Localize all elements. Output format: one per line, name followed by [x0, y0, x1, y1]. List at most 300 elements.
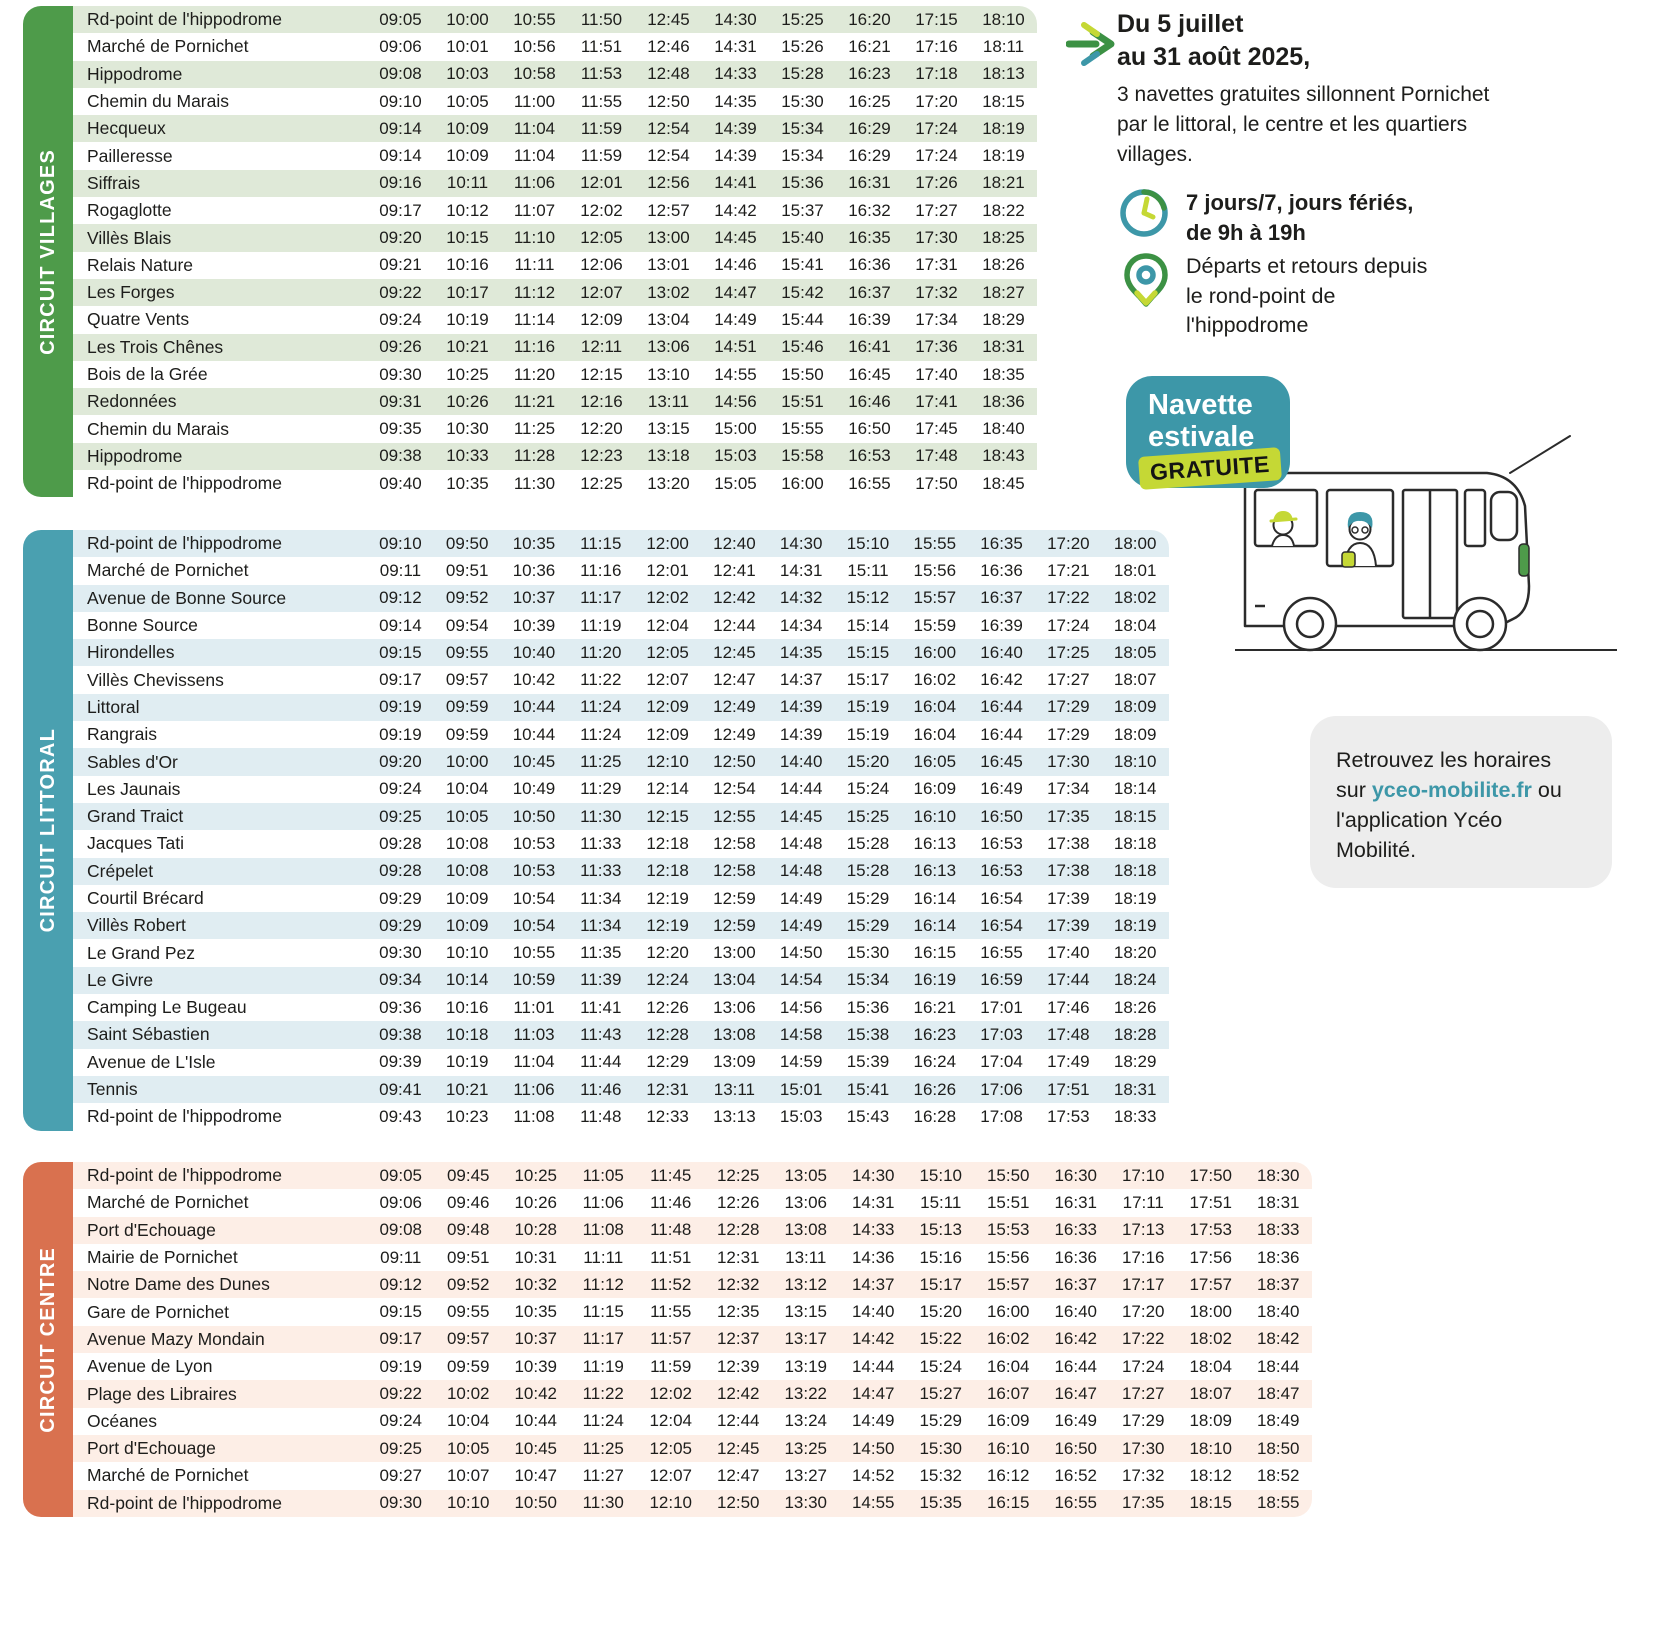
- departure-time: 14:40: [851, 1302, 895, 1322]
- departure-time: 18:50: [1256, 1438, 1300, 1458]
- departure-time: 18:37: [1256, 1274, 1300, 1294]
- departure-time: 18:28: [1113, 1024, 1157, 1044]
- departure-time: 13:11: [713, 1079, 756, 1099]
- departure-time: 18:09: [1113, 697, 1157, 717]
- departure-time: 15:11: [847, 560, 889, 580]
- departure-time: 15:36: [781, 173, 824, 193]
- departure-time: 17:48: [915, 446, 958, 466]
- departure-time: 09:05: [379, 9, 422, 29]
- departure-time: 17:27: [1121, 1384, 1165, 1404]
- departure-time: 12:04: [649, 1411, 693, 1431]
- departure-time: 18:26: [1113, 997, 1157, 1017]
- departure-time: 17:34: [1047, 779, 1090, 799]
- departure-time: 12:45: [716, 1438, 760, 1458]
- departure-time: 14:46: [714, 255, 757, 275]
- departure-time: 15:50: [781, 364, 824, 384]
- departure-time: 18:35: [982, 364, 1025, 384]
- departure-time: 09:17: [379, 1329, 423, 1349]
- departure-time: 15:10: [919, 1165, 963, 1185]
- departure-time: 12:42: [716, 1384, 760, 1404]
- departure-time: 15:58: [781, 446, 824, 466]
- stop-name: Port d'Echouage: [87, 1438, 216, 1459]
- departure-time: 17:04: [980, 1052, 1023, 1072]
- departure-time: 16:54: [980, 888, 1023, 908]
- departure-time: 09:19: [379, 724, 422, 744]
- departure-time: 12:24: [646, 970, 689, 990]
- departure-time: 18:21: [982, 173, 1025, 193]
- departure-time: 15:20: [919, 1302, 963, 1322]
- departure-time: 12:02: [580, 200, 623, 220]
- stop-name: Hirondelles: [87, 642, 175, 663]
- departure-time: 17:50: [915, 473, 958, 493]
- departure-time: 18:05: [1113, 642, 1157, 662]
- departure-time: 10:08: [445, 833, 489, 853]
- departure-time: 10:14: [445, 970, 489, 990]
- departure-time: 16:36: [1054, 1247, 1098, 1267]
- departure-time: 10:58: [513, 64, 556, 84]
- departure-time: 16:35: [848, 228, 891, 248]
- departure-time: 09:29: [379, 915, 422, 935]
- departure-time: 16:31: [1054, 1192, 1098, 1212]
- departure-time: 11:15: [580, 533, 622, 553]
- departure-time: 17:40: [1047, 943, 1090, 963]
- departure-time: 12:46: [647, 36, 690, 56]
- stop-name: Hecqueux: [87, 118, 166, 139]
- departure-time: 10:04: [445, 779, 489, 799]
- departure-time: 12:23: [580, 446, 623, 466]
- departure-time: 09:17: [379, 670, 422, 690]
- departure-time: 16:12: [986, 1465, 1030, 1485]
- timetable-row: [73, 557, 1169, 584]
- departure-time: 12:50: [647, 91, 690, 111]
- timetable-row: [73, 252, 1037, 279]
- timetable-row: [73, 748, 1169, 775]
- departure-time: 18:15: [982, 91, 1025, 111]
- timetable-row: [73, 1217, 1312, 1244]
- stop-name: Relais Nature: [87, 254, 194, 275]
- departure-time: 18:02: [1189, 1329, 1233, 1349]
- stop-name: Tennis: [87, 1079, 138, 1100]
- departure-time: 11:41: [580, 997, 622, 1017]
- departure-time: 16:28: [913, 1106, 957, 1126]
- departure-time: 16:04: [913, 697, 957, 717]
- departure-time: 16:50: [848, 419, 891, 439]
- departure-time: 12:15: [580, 364, 623, 384]
- free-badge: GRATUITE: [1138, 447, 1282, 490]
- departure-time: 16:37: [980, 588, 1023, 608]
- departure-time: 10:53: [512, 833, 556, 853]
- departure-time: 12:58: [713, 861, 756, 881]
- departure-time: 14:31: [779, 560, 823, 580]
- departure-time: 09:16: [379, 173, 422, 193]
- departure-time: 09:11: [380, 1247, 422, 1267]
- stop-name: Bois de la Grée: [87, 364, 208, 384]
- stop-name: Le Givre: [87, 969, 154, 990]
- timetable-row: [73, 1162, 1312, 1189]
- departure-time: 12:09: [646, 697, 689, 717]
- departure-time: 14:37: [779, 670, 823, 690]
- timetable-row: [73, 1244, 1312, 1271]
- departure-time: 16:45: [848, 364, 891, 384]
- departure-time: 15:27: [919, 1384, 963, 1404]
- departure-time: 12:57: [647, 200, 690, 220]
- departure-time: 15:16: [919, 1247, 963, 1267]
- departure-time: 18:33: [1256, 1220, 1300, 1240]
- departure-time: 15:46: [781, 337, 824, 357]
- departure-time: 11:16: [580, 560, 622, 580]
- departure-time: 14:58: [779, 1024, 823, 1044]
- departure-time: 09:22: [379, 282, 422, 302]
- date-range-heading: [1117, 8, 1310, 74]
- departure-time: 12:58: [713, 833, 756, 853]
- departure-time: 12:20: [580, 419, 623, 439]
- departure-time: 15:29: [846, 915, 890, 935]
- departure-time: 10:11: [446, 173, 489, 193]
- departure-time: 11:06: [582, 1192, 624, 1212]
- departure-time: 18:29: [982, 309, 1025, 329]
- stop-name: Pailleresse: [87, 145, 173, 166]
- departure-time: 15:56: [913, 560, 957, 580]
- departure-time: 10:44: [512, 724, 556, 744]
- circuit-centre-tab: [23, 1162, 73, 1517]
- departure-time: 09:50: [445, 533, 489, 553]
- yceo-mobilite-link[interactable]: yceo-mobilite.fr: [1371, 778, 1532, 803]
- departure-time: 15:25: [781, 9, 824, 29]
- departure-time: 15:15: [846, 642, 890, 662]
- departure-time: 11:06: [513, 1079, 555, 1099]
- stop-name: Les Forges: [87, 282, 175, 303]
- departure-time: 12:26: [716, 1192, 760, 1212]
- stop-name: Chemin du Marais: [87, 91, 229, 112]
- departure-time: 10:55: [512, 943, 556, 963]
- date-line-1: Du 5 juillet: [1117, 10, 1244, 38]
- departure-time: 16:15: [913, 943, 957, 963]
- departure-time: 14:39: [779, 724, 823, 744]
- departure-time: 18:12: [1189, 1465, 1233, 1485]
- departure-time: 09:24: [379, 779, 422, 799]
- departure-time: 13:20: [647, 473, 690, 493]
- departure-time: 11:34: [580, 915, 622, 935]
- departure-time: 16:13: [913, 861, 957, 881]
- departure-time: 10:42: [514, 1384, 558, 1404]
- departure-time: 17:30: [1121, 1438, 1165, 1458]
- departure-time: 12:07: [646, 670, 689, 690]
- departure-time: 12:55: [713, 806, 756, 826]
- departure-time: 18:19: [982, 146, 1025, 166]
- departure-time: 10:45: [514, 1438, 558, 1458]
- departure-time: 14:56: [779, 997, 823, 1017]
- departure-time: 11:19: [582, 1356, 624, 1376]
- departure-time: 15:29: [919, 1411, 963, 1431]
- departure-time: 09:39: [379, 1052, 422, 1072]
- departure-time: 17:41: [915, 391, 958, 411]
- stop-name: Avenue de Lyon: [87, 1356, 213, 1377]
- stop-name: Villès Chevissens: [87, 669, 224, 690]
- departure-time: 16:55: [848, 473, 891, 493]
- departure-time: 16:44: [980, 697, 1023, 717]
- departure-time: 15:59: [913, 615, 957, 635]
- departure-time: 16:47: [1054, 1384, 1098, 1404]
- departure-time: 11:52: [650, 1274, 692, 1294]
- departure-time: 11:14: [513, 309, 556, 329]
- departure-time: 14:55: [714, 364, 757, 384]
- departure-time: 10:00: [445, 752, 489, 772]
- departure-time: 11:24: [580, 697, 622, 717]
- departure-time: 18:09: [1189, 1411, 1233, 1431]
- stop-name: Bonne Source: [87, 615, 198, 636]
- departure-time: 15:19: [846, 724, 890, 744]
- departure-time: 10:21: [446, 337, 489, 357]
- departure-time: 17:30: [915, 228, 958, 248]
- departure-time: 10:00: [446, 9, 489, 29]
- note-text-1: Retrouvez les horaires sur: [1336, 748, 1552, 803]
- departure-time: 16:04: [986, 1356, 1030, 1376]
- stop-name: Plage des Libraires: [87, 1383, 237, 1404]
- departure-time: 09:40: [379, 473, 422, 493]
- stop-name: Grand Traict: [87, 806, 184, 827]
- departure-time: 10:50: [512, 806, 556, 826]
- departure-time: 10:39: [512, 615, 556, 635]
- departure-time: 09:59: [446, 1356, 490, 1376]
- departure-time: 16:02: [986, 1329, 1030, 1349]
- departure-time: 18:10: [1113, 752, 1157, 772]
- timetable-row: [73, 470, 1037, 497]
- stop-name: Villès Robert: [87, 915, 186, 936]
- departure-time: 16:09: [986, 1411, 1030, 1431]
- timetable-row: [73, 6, 1037, 33]
- departure-time: 12:02: [649, 1384, 693, 1404]
- departure-time: 09:57: [446, 1329, 490, 1349]
- departure-time: 09:15: [379, 642, 422, 662]
- departure-time: 17:20: [1047, 533, 1090, 553]
- departure-time: 14:50: [779, 943, 823, 963]
- stop-name: Le Grand Pez: [87, 942, 195, 963]
- departure-time: 16:10: [913, 806, 957, 826]
- departure-time: 17:24: [915, 146, 958, 166]
- timetable-row: [73, 388, 1037, 415]
- departure-time: 12:00: [646, 533, 689, 553]
- departure-time: 11:48: [580, 1106, 622, 1126]
- departure-time: 09:59: [445, 724, 489, 744]
- departure-time: 10:07: [446, 1465, 490, 1485]
- departure-time: 11:59: [580, 118, 623, 138]
- departure-time: 11:19: [580, 615, 622, 635]
- timetable-row: [73, 694, 1169, 721]
- departure-time: 15:03: [779, 1106, 823, 1126]
- departure-time: 12:07: [580, 282, 623, 302]
- departure-time: 14:45: [779, 806, 823, 826]
- departure-time: 09:12: [379, 1274, 423, 1294]
- departure-time: 18:47: [1256, 1384, 1300, 1404]
- departure-time: 10:45: [512, 752, 556, 772]
- departure-time: 16:49: [1054, 1411, 1098, 1431]
- circuit-villages-rows: [73, 6, 1037, 497]
- departure-time: 16:53: [980, 833, 1023, 853]
- timetable-row: [73, 306, 1037, 333]
- departure-time: 16:14: [913, 915, 957, 935]
- departure-time: 09:30: [379, 1493, 423, 1513]
- departure-time: 15:42: [781, 282, 824, 302]
- departure-time: 14:31: [714, 36, 757, 56]
- departure-time: 17:15: [915, 9, 958, 29]
- departure-time: 09:24: [379, 1411, 423, 1431]
- departure-time: 16:30: [1054, 1165, 1098, 1185]
- departure-time: 16:55: [1054, 1493, 1098, 1513]
- departure-time: 15:05: [714, 473, 757, 493]
- departure-time: 17:24: [1047, 615, 1090, 635]
- departure-time: 10:47: [514, 1465, 558, 1485]
- departure-time: 14:35: [714, 91, 757, 111]
- departure-time: 13:09: [713, 1052, 756, 1072]
- circuit-villages-tab: [23, 6, 73, 497]
- departure-time: 09:12: [379, 588, 422, 608]
- departure-time: 16:37: [848, 282, 891, 302]
- departure-time: 17:32: [915, 282, 958, 302]
- departure-time: 12:10: [649, 1493, 693, 1513]
- timetable-row: [73, 830, 1169, 857]
- departure-time: 12:49: [713, 697, 756, 717]
- timetable-row: [73, 115, 1037, 142]
- departure-time: 18:20: [1113, 943, 1157, 963]
- departure-time: 15:51: [781, 391, 824, 411]
- departure-time: 11:25: [513, 419, 556, 439]
- departure-time: 18:07: [1189, 1384, 1233, 1404]
- stop-name: Camping Le Bugeau: [87, 997, 247, 1018]
- badge-line-1: Navette: [1148, 389, 1253, 421]
- departure-time: 14:48: [779, 861, 823, 881]
- departure-time: 10:26: [446, 391, 489, 411]
- departure-time: 17:38: [1047, 861, 1090, 881]
- departure-time: 17:30: [1047, 752, 1090, 772]
- departure-time: 15:20: [846, 752, 890, 772]
- departure-time: 12:50: [716, 1493, 760, 1513]
- departure-time: 13:12: [784, 1274, 828, 1294]
- departure-time: 15:11: [920, 1192, 962, 1212]
- departure-time: 12:40: [713, 533, 756, 553]
- departure-time: 14:47: [851, 1384, 895, 1404]
- departure-time: 11:11: [583, 1247, 624, 1267]
- departure-time: 16:36: [980, 560, 1023, 580]
- timetable-row: [73, 858, 1169, 885]
- departure-time: 18:14: [1113, 779, 1157, 799]
- departure-time: 17:29: [1121, 1411, 1165, 1431]
- departure-time: 12:37: [716, 1329, 760, 1349]
- note-text-2: ou l'application Ycéo Mobilité.: [1336, 778, 1562, 863]
- departure-time: 14:40: [779, 752, 823, 772]
- stop-name: Marché de Pornichet: [87, 560, 249, 581]
- departure-time: 15:13: [919, 1220, 963, 1240]
- departure-time: 12:47: [716, 1465, 760, 1485]
- departure-time: 11:50: [580, 9, 623, 29]
- departure-time: 10:01: [446, 36, 489, 56]
- departure-time: 17:31: [915, 255, 958, 275]
- departure-time: 12:54: [713, 779, 756, 799]
- departure-time: 11:30: [513, 473, 556, 493]
- departure-time: 11:25: [582, 1438, 624, 1458]
- departure-time: 16:59: [980, 970, 1023, 990]
- departure-time: 16:45: [980, 752, 1023, 772]
- departure-time: 11:00: [513, 91, 556, 111]
- departure-time: 11:35: [580, 943, 622, 963]
- departure-time: 16:50: [980, 806, 1023, 826]
- departure-time: 14:52: [851, 1465, 895, 1485]
- departure-time: 16:46: [848, 391, 891, 411]
- timetable-row: [73, 415, 1037, 442]
- departure-time: 18:10: [1189, 1438, 1233, 1458]
- circuit-tab-label: CIRCUIT CENTRE: [36, 1246, 59, 1433]
- departure-time: 12:04: [646, 615, 689, 635]
- departure-time: 15:55: [781, 419, 824, 439]
- departure-time: 09:51: [446, 1247, 490, 1267]
- departure-time: 16:39: [980, 615, 1023, 635]
- departure-time: 12:16: [580, 391, 623, 411]
- departure-time: 12:28: [716, 1220, 760, 1240]
- departure-time: 15:30: [919, 1438, 963, 1458]
- departure-time: 17:51: [1047, 1079, 1090, 1099]
- departure-time: 16:31: [848, 173, 891, 193]
- departure-time: 16:50: [1054, 1438, 1098, 1458]
- departure-time: 12:45: [713, 642, 756, 662]
- departure-time: 09:15: [379, 1302, 423, 1322]
- departure-time: 11:12: [513, 282, 556, 302]
- departure-time: 11:04: [513, 118, 556, 138]
- departure-time: 16:25: [848, 91, 891, 111]
- departure-time: 12:05: [649, 1438, 693, 1458]
- timetable-row: [73, 994, 1169, 1021]
- departure-time: 10:04: [446, 1411, 490, 1431]
- departure-time: 13:13: [713, 1106, 756, 1126]
- departure-time: 17:11: [1122, 1192, 1164, 1212]
- departure-time: 16:52: [1054, 1465, 1098, 1485]
- departure-time: 12:44: [716, 1411, 760, 1431]
- departure-time: 14:30: [779, 533, 823, 553]
- circuit-littoral-rows: [73, 530, 1169, 1131]
- departure-time: 18:22: [982, 200, 1025, 220]
- departure-time: 10:15: [446, 228, 489, 248]
- departure-time: 11:25: [580, 752, 622, 772]
- departure-time: 14:49: [851, 1411, 895, 1431]
- departure-time: 17:06: [980, 1079, 1023, 1099]
- departure-time: 11:20: [513, 364, 556, 384]
- timetable-row: [73, 443, 1037, 470]
- departure-time: 10:28: [514, 1220, 558, 1240]
- departure-time: 11:07: [513, 200, 556, 220]
- departure-time: 10:19: [445, 1052, 489, 1072]
- stop-name: Port d'Echouage: [87, 1219, 216, 1240]
- departure-time: 13:02: [647, 282, 690, 302]
- stop-name: Saint Sébastien: [87, 1024, 210, 1045]
- departure-time: 12:50: [713, 752, 756, 772]
- departure-time: 14:51: [714, 337, 757, 357]
- departure-time: 12:32: [716, 1274, 760, 1294]
- departure-time: 14:30: [851, 1165, 895, 1185]
- circuit-tab-label: CIRCUIT VILLAGES: [36, 148, 59, 355]
- departure-time: 18:36: [982, 391, 1025, 411]
- departure-time: 14:37: [851, 1274, 895, 1294]
- departure-time: 12:06: [580, 255, 623, 275]
- departure-time: 15:28: [781, 64, 824, 84]
- departure-time: 11:10: [513, 228, 556, 248]
- departure-time: 12:31: [716, 1247, 760, 1267]
- departure-time: 18:45: [982, 473, 1025, 493]
- intro-paragraph: 3 navettes gratuites sillonnent Pornichet par le littoral, le centre et les quartiers villages.: [1117, 83, 1490, 166]
- departure-time: 13:10: [647, 364, 690, 384]
- departure-time: 12:25: [580, 473, 623, 493]
- departure-time: 11:59: [580, 146, 623, 166]
- stop-name: Notre Dame des Dunes: [87, 1274, 270, 1295]
- departure-time: 09:41: [379, 1079, 422, 1099]
- departure-time: 15:30: [846, 943, 890, 963]
